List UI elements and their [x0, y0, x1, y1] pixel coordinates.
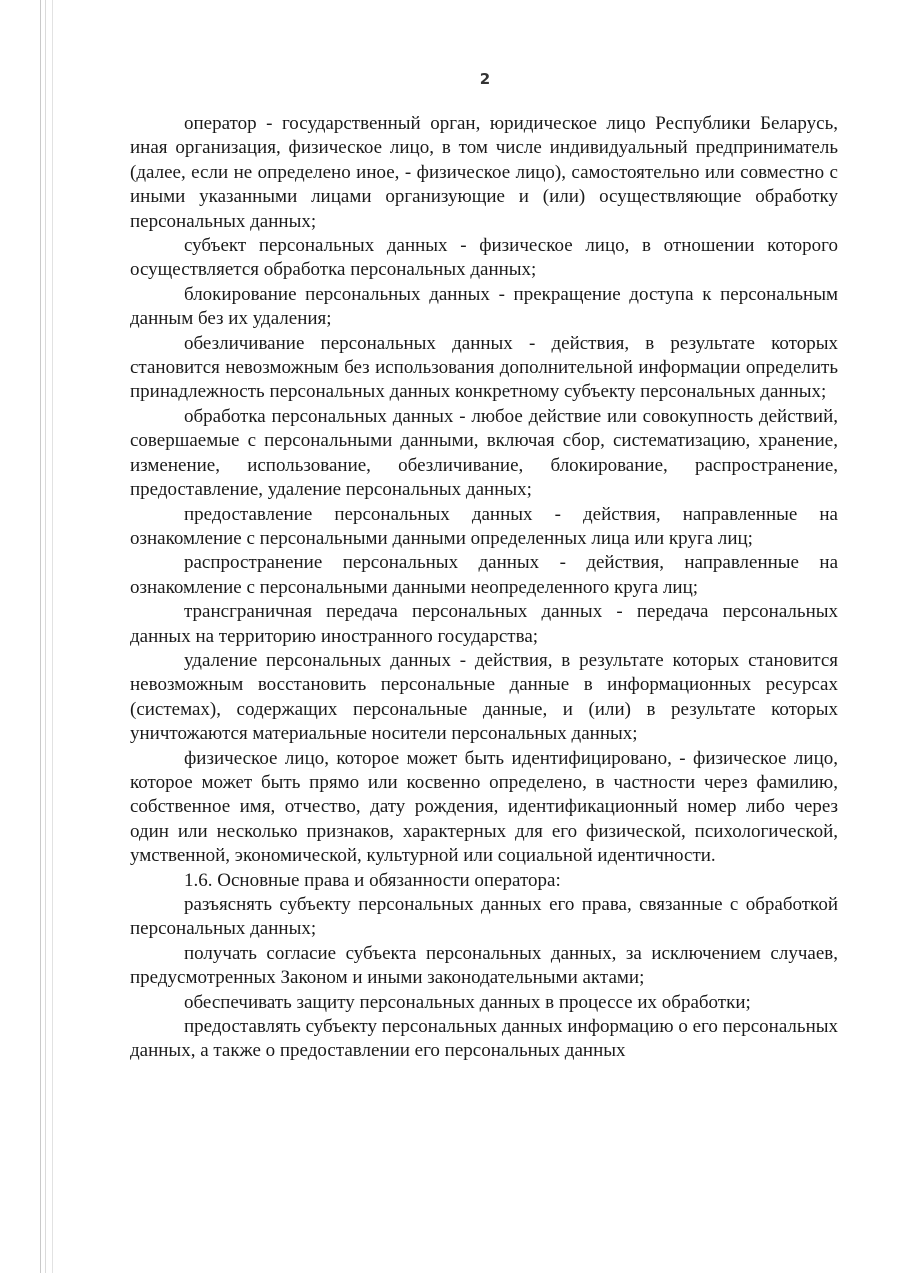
- definition-depersonalization: обезличивание персональных данных - действия, в результате которых становится невозможным без использования дополнительной информации определить принадлежность персональных данных конкретному субъекту персональных данных;: [130, 332, 838, 403]
- document-body: [130, 112, 838, 1064]
- definition-identifiable-person: физическое лицо, которое может быть идентифицировано, - физическое лицо, которое может быть прямо или косвенно определено, в частности через фамилию, собственное имя, отчество, дату рождения, идентификационный номер либо через один или несколько признаков, характерных для его физической, психологической, умственной, экономической, культурной или социальной идентичности.: [130, 747, 838, 867]
- definition-deletion: удаление персональных данных - действия, в результате которых становится невозможным восстановить персональные данные в информационных ресурсах (системах), содержащих персональные данные, и (или) в результате которых уничтожаются материальные носители персональных данных;: [130, 649, 838, 745]
- scan-edge-line: [45, 0, 46, 1273]
- definition-operator: оператор - государственный орган, юридическое лицо Республики Беларусь, иная организация, физическое лицо, в том числе индивидуальный предприниматель (далее, если не определено иное, - физическое лицо), самостоятельно или совместно с иными указанными лицами организующие и (или) осуществляющие обработку персональных данных;: [130, 113, 838, 232]
- scan-edge-line: [40, 0, 41, 1273]
- definition-blocking: блокирование персональных данных - прекращение доступа к персональным данным без их удаления;: [130, 283, 838, 330]
- definition-cross-border-transfer: трансграничная передача персональных данных - передача персональных данных на территорию иностранного государства;: [130, 601, 838, 647]
- duty-provide-information: предоставлять субъекту персональных данных информацию о его персональных данных, а также о предоставлении его персональных данных: [130, 1016, 838, 1062]
- duty-obtain-consent: получать согласие субъекта персональных данных, за исключением случаев, предусмотренных Законом и иными законодательными актами;: [130, 942, 838, 989]
- definition-dissemination: распространение персональных данных - действия, направленные на ознакомление с персональными данными неопределенного круга лиц;: [130, 552, 838, 598]
- duty-ensure-protection: обеспечивать защиту персональных данных в процессе их обработки;: [184, 991, 751, 1013]
- section-heading-operator-rights: 1.6. Основные права и обязанности оператора:: [184, 869, 561, 891]
- definition-processing: обработка персональных данных - любое действие или совокупность действий, совершаемые с персональными данными, включая сбор, систематизацию, хранение, изменение, использование, обезличивание, блокирование, распространение, предоставление, удаление персональных данных;: [130, 405, 838, 501]
- page-number: 2: [479, 70, 491, 88]
- scan-edge-line: [52, 0, 53, 1273]
- definition-provision: предоставление персональных данных - действия, направленные на ознакомление с персональными данными определенных лица или круга лиц;: [130, 503, 838, 549]
- duty-explain-rights: разъяснять субъекту персональных данных его права, связанные с обработкой персональных данных;: [130, 894, 838, 940]
- definition-data-subject: субъект персональных данных - физическое лицо, в отношении которого осуществляется обработка персональных данных;: [130, 235, 838, 281]
